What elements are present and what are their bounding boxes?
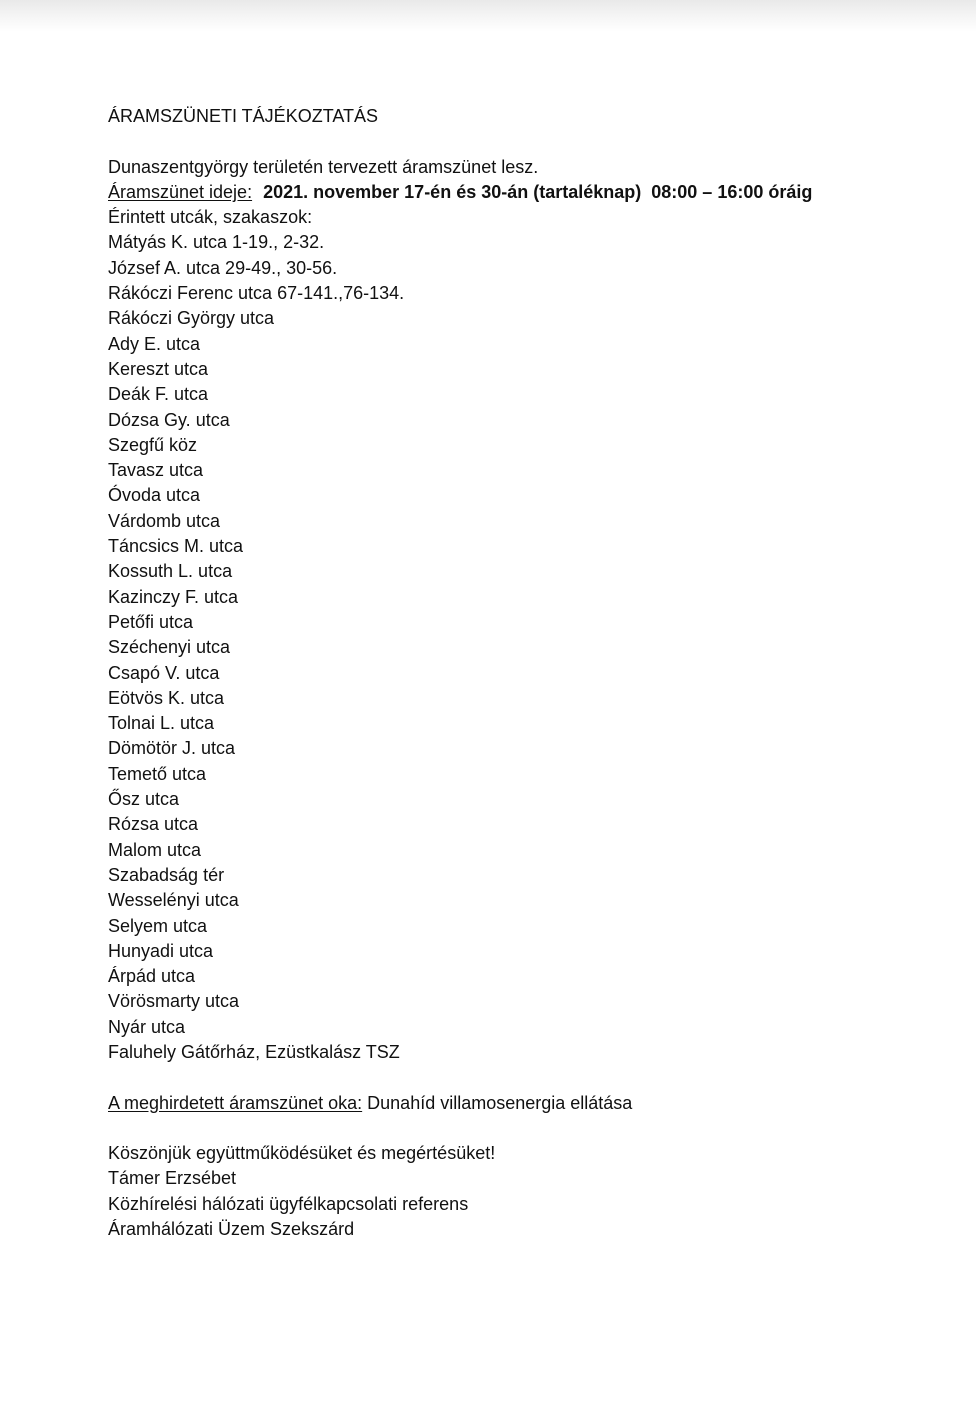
signature-role: Közhírelési hálózati ügyfélkapcsolati referens <box>108 1193 469 1214</box>
street-item: Vörösmarty utca <box>108 991 240 1012</box>
signature-org: Áramhálózati Üzem Szekszárd <box>108 1219 355 1240</box>
document-page <box>108 104 948 1242</box>
street-item: Szabadság tér <box>108 864 225 885</box>
closing-text: Köszönjük együttműködésüket és megértésüket! <box>108 1143 496 1164</box>
street-item: Szegfű köz <box>108 434 198 455</box>
street-item: Deák F. utca <box>108 384 209 405</box>
street-item: Dózsa Gy. utca <box>108 409 230 430</box>
street-item: Tavasz utca <box>108 460 204 481</box>
street-list <box>108 230 948 1065</box>
outage-time <box>108 180 948 205</box>
street-item: Ady E. utca <box>108 333 201 354</box>
street-item: Eötvös K. utca <box>108 687 225 708</box>
top-shadow <box>0 0 976 32</box>
street-item: Óvoda utca <box>108 485 201 506</box>
street-item: Táncsics M. utca <box>108 536 244 557</box>
street-item: Rákóczi Ferenc utca 67-141.,76-134. <box>108 283 405 304</box>
street-item: Selyem utca <box>108 915 208 936</box>
outage-time-value: 2021. november 17-én és 30-án (tartaléknap) 08:00 – 16:00 óráig <box>263 181 813 202</box>
street-item: Csapó V. utca <box>108 662 220 683</box>
street-item: Temető utca <box>108 763 207 784</box>
signature-name: Támer Erzsébet <box>108 1168 237 1189</box>
street-item: Nyár utca <box>108 1016 186 1037</box>
affected-heading: Érintett utcák, szakaszok: <box>108 207 313 228</box>
street-item: Ősz utca <box>108 789 180 810</box>
street-item: Tolnai L. utca <box>108 713 215 734</box>
street-item: Árpád utca <box>108 966 196 987</box>
street-item: Rózsa utca <box>108 814 199 835</box>
street-item: Malom utca <box>108 839 202 860</box>
street-item: József A. utca 29-49., 30-56. <box>108 257 338 278</box>
outage-reason-label: A meghirdetett áramszünet oka: <box>108 1092 363 1113</box>
spacer <box>108 1116 948 1141</box>
spacer <box>108 1065 948 1090</box>
document-title: ÁRAMSZÜNETI TÁJÉKOZTATÁS <box>108 106 379 126</box>
street-item: Várdomb utca <box>108 510 221 531</box>
street-item: Dömötör J. utca <box>108 738 236 759</box>
street-item: Petőfi utca <box>108 611 194 632</box>
intro-text: Dunaszentgyörgy területén tervezett áramszünet lesz. <box>108 156 539 177</box>
outage-time-label: Áramszünet ideje: <box>108 181 253 202</box>
street-item: Hunyadi utca <box>108 940 214 961</box>
street-item: Kereszt utca <box>108 358 209 379</box>
outage-reason <box>108 1091 948 1116</box>
street-item: Széchenyi utca <box>108 637 231 658</box>
street-item: Faluhely Gátőrház, Ezüstkalász TSZ <box>108 1041 400 1062</box>
street-item: Kazinczy F. utca <box>108 586 239 607</box>
street-item: Mátyás K. utca 1-19., 2-32. <box>108 232 325 253</box>
street-item: Rákóczi György utca <box>108 308 275 329</box>
spacer <box>108 129 948 154</box>
outage-reason-value: Dunahíd villamosenergia ellátása <box>367 1092 633 1113</box>
street-item: Kossuth L. utca <box>108 561 233 582</box>
street-item: Wesselényi utca <box>108 890 239 911</box>
